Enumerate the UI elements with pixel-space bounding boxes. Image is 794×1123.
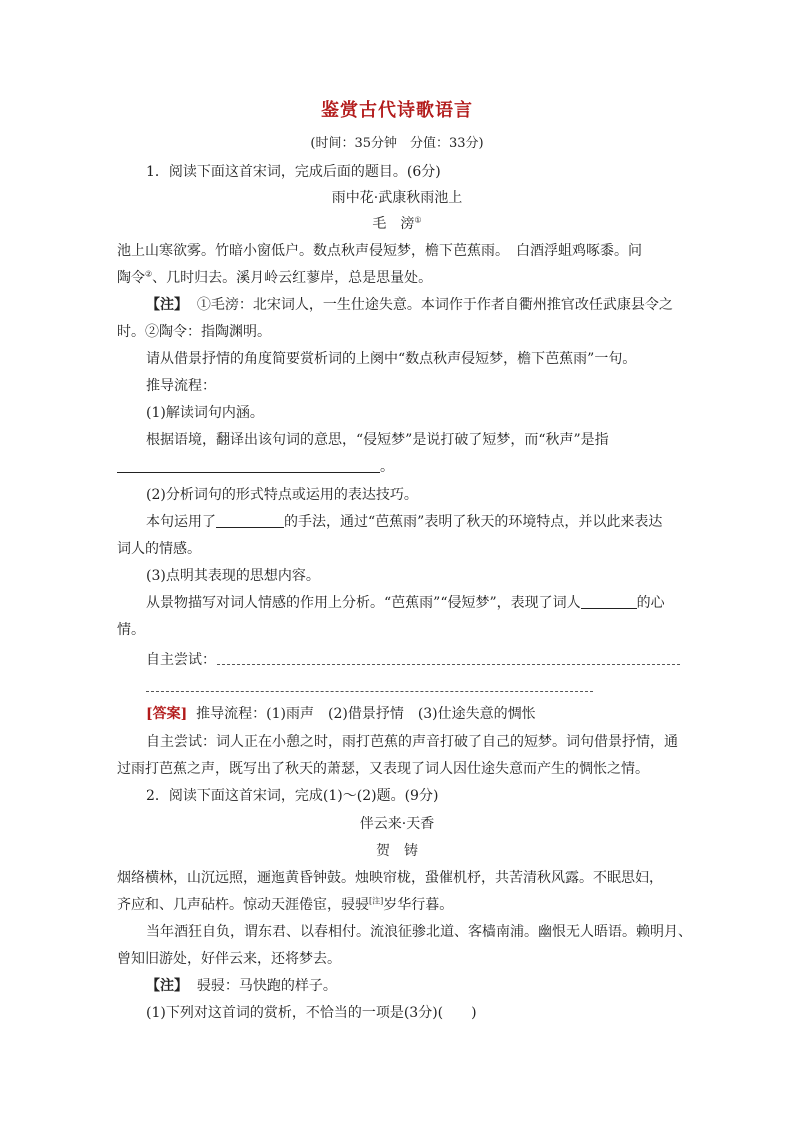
q1-step2-text-b: 的手法，通过“芭蕉雨”表明了秋天的环境特点，并以此来表达 — [284, 514, 663, 530]
q2-note-label: 【注】 — [146, 978, 188, 994]
q1-try-answer-line-2[interactable] — [146, 691, 593, 692]
q1-poem-line-1: 池上山寒欲雾。竹暗小窗低户。数点秋声侵短梦，檐下芭蕉雨。 白酒浮蛆鸡啄黍。问 — [117, 243, 642, 259]
q2-poem-line-2-b: 岁华行暮。 — [383, 897, 454, 913]
q1-step3-text-b: 的心 — [636, 595, 665, 611]
q2-poem-title: 伴云来·天香 — [359, 816, 435, 832]
q1-note-label: 【注】 — [146, 297, 188, 313]
q2-note-text: 骎骎：马快跑的样子。 — [196, 978, 337, 994]
q2-poem-line-2 — [117, 896, 453, 914]
q2-author-name: 贺 铸 — [376, 843, 418, 859]
q1-poem-note-mark: ② — [145, 269, 153, 279]
q1-poem-line-2 — [117, 269, 432, 287]
q1-step1-text: 根据语境，翻译出该句词的意思，“侵短梦”是说打破了短梦，而“秋声”是指 — [146, 432, 609, 448]
q1-step1-title: (1)解读词句内涵。 — [146, 405, 264, 421]
q1-step3-blank[interactable] — [581, 594, 637, 609]
q1-try-answer-line-1[interactable] — [217, 664, 680, 665]
q1-step3-text-a: 从景物描写对词人情感的作用上分析。“芭蕉雨”“侵短梦”，表现了词人 — [146, 595, 581, 611]
q1-step1-answer-line — [117, 458, 394, 476]
q1-poem-line-2-a: 陶令 — [117, 270, 145, 286]
q1-answer — [146, 705, 536, 723]
exam-meta: (时间：35分钟 分值：33分) — [310, 136, 484, 151]
q1-answer-label: [答案] — [146, 706, 188, 722]
q1-note-text-1: ①毛滂：北宋词人，一生仕途失意。本词作于作者自衢州推官改任武康县令之 — [196, 297, 673, 313]
q2-poem-line-4: 曾知旧游处，好伴云来，还将梦去。 — [117, 951, 341, 967]
q1-step3-text — [146, 594, 665, 612]
q2-poem-line-2-a: 齐应和、几声砧杵。惊动天涯倦宦，骎骎 — [117, 897, 369, 913]
q1-step2-blank[interactable] — [216, 513, 284, 528]
q2-poem-line-3: 当年酒狂自负，谓东君、以春相付。流浪征骖北道、客樯南浦。幽恨无人晤语。赖明月、 — [146, 924, 692, 940]
q1-stem: 1．阅读下面这首宋词，完成后面的题目。(6分) — [146, 164, 441, 180]
q1-poem-title: 雨中花·武康秋雨池上 — [331, 190, 463, 206]
q1-answer-line-2: 自主尝试：词人正在小憩之时，雨打芭蕉的声音打破了自己的短梦。词句借景抒情，通 — [146, 734, 678, 750]
q1-step2-title: (2)分析词句的形式特点或运用的表达技巧。 — [146, 487, 418, 503]
q1-note-line-2: 时。②陶令：指陶渊明。 — [117, 324, 271, 340]
q2-stem: 2．阅读下面这首宋词，完成(1)～(2)题。(9分) — [146, 788, 439, 804]
q2-sub1: (1)下列对这首词的赏析，不恰当的一项是(3分)( ) — [146, 1005, 477, 1021]
q1-step2-text-a: 本句运用了 — [146, 514, 216, 530]
q1-note-line-1 — [146, 296, 673, 314]
q1-step3-text-c: 情。 — [117, 622, 145, 638]
q1-answer-line-3: 过雨打芭蕉之声，既写出了秋天的萧瑟，又表现了词人因仕途失意而产生的惆怅之情。 — [117, 761, 649, 777]
q1-step1-blank[interactable] — [117, 458, 380, 473]
q1-step3-title: (3)点明其表现的思想内容。 — [146, 568, 320, 584]
q1-answer-text: 推导流程：(1)雨声 (2)借景抒情 (3)仕途失意的惆怅 — [196, 706, 536, 722]
q1-question: 请从借景抒情的角度简要赏析词的上阕中“数点秋声侵短梦，檐下芭蕉雨”一句。 — [146, 351, 637, 367]
q1-guide-title: 推导流程： — [146, 378, 216, 394]
q2-poem-note-mark: [注] — [369, 896, 384, 906]
q2-note — [146, 977, 337, 995]
q1-poem-line-2-b: 、几时归去。溪月岭云红蓼岸，总是思量处。 — [152, 270, 433, 286]
q1-author-note-mark: ① — [414, 215, 422, 225]
q1-step2-text-c: 词人的情感。 — [117, 541, 201, 557]
q1-step1-end: 。 — [380, 459, 394, 475]
q1-author-name: 毛 滂 — [372, 216, 415, 232]
q2-poem-line-1: 烟络横林，山沉远照，逦迤黄昏钟鼓。烛映帘栊，蛩催机杼，共苦清秋风露。不眠思妇， — [117, 870, 663, 886]
page-title: 鉴赏古代诗歌语言 — [321, 100, 473, 121]
q1-try-label: 自主尝试： — [146, 652, 216, 668]
q1-author — [0, 215, 794, 233]
q1-step2-text — [146, 513, 662, 531]
